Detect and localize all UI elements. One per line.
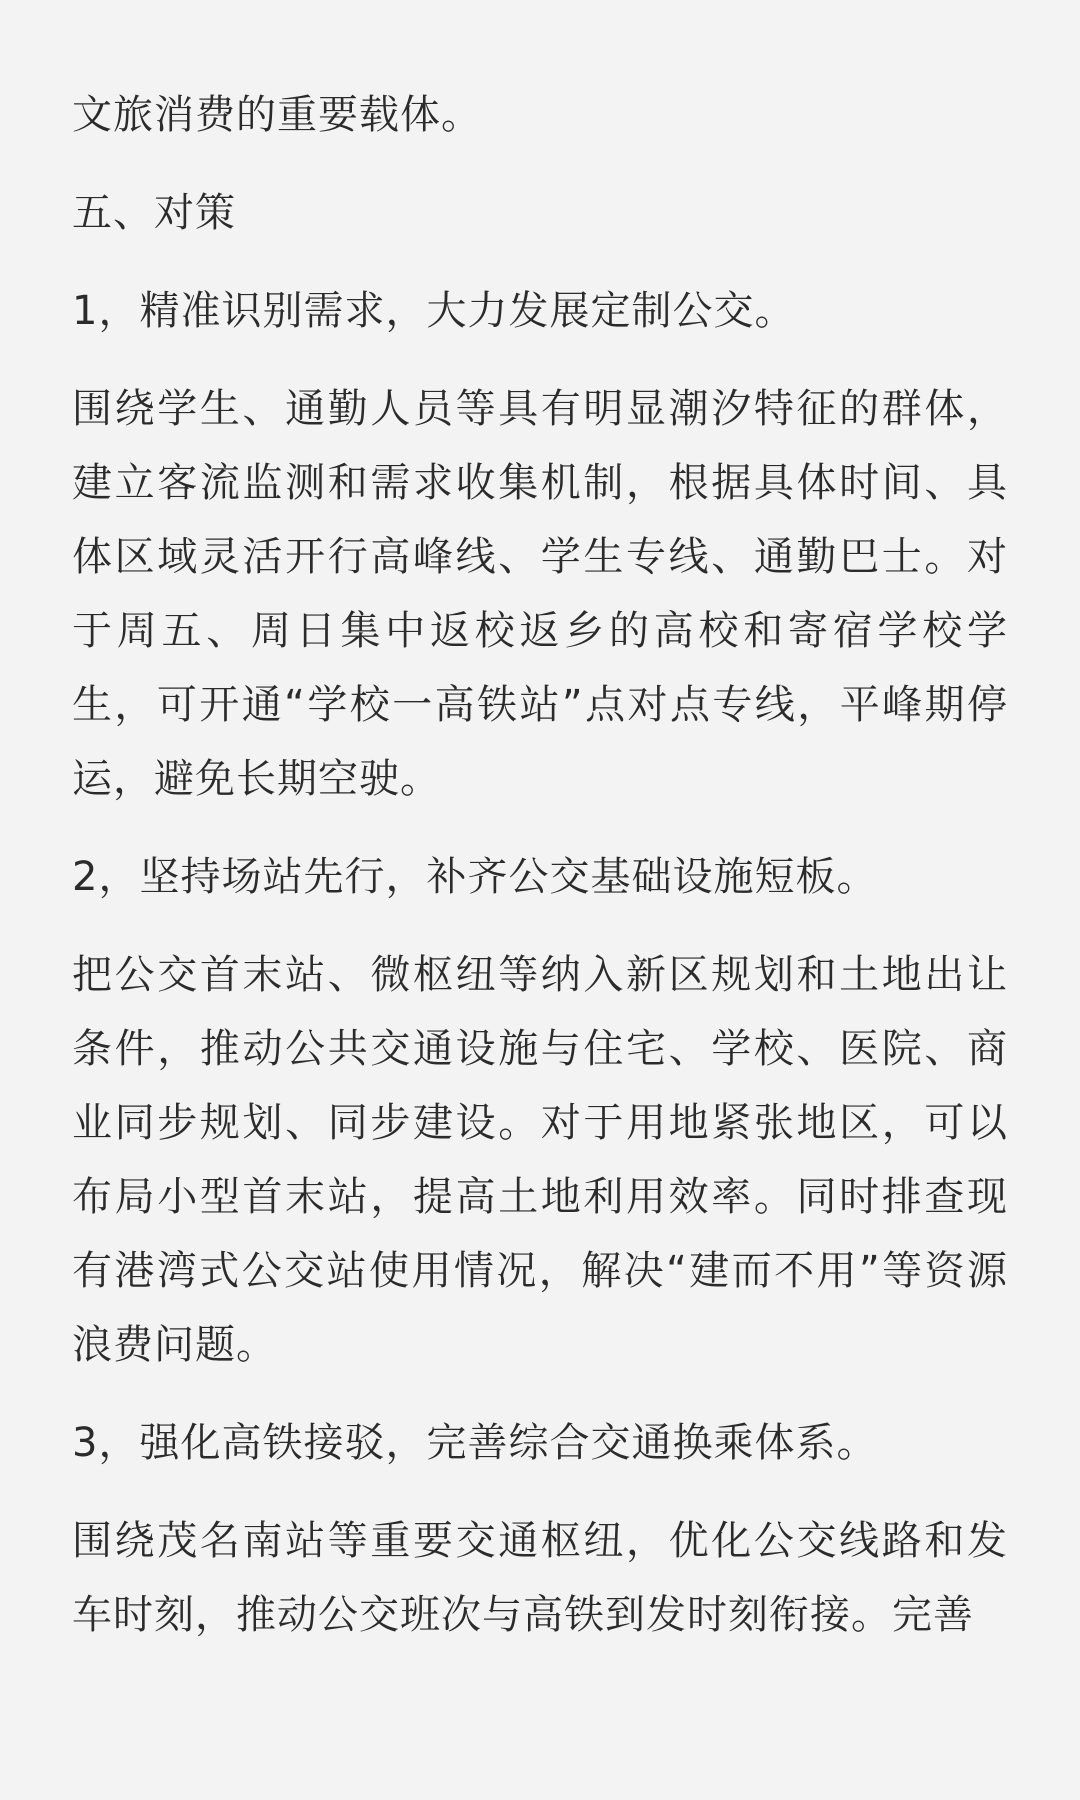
paragraph-1-body: 围绕学生、通勤人员等具有明显潮汐特征的群体，建立客流监测和需求收集机制，根据具体时间、具体区域灵活开行高峰线、学生专线、通勤巴士。对于周五、周日集中返校返乡的高校和寄宿学校学生，可开通“学校一高铁站”点对点专线，平峰期停运，避免长期空驶。 (72, 386, 1008, 802)
paragraph-intro-end: 文旅消费的重要载体。 (72, 92, 482, 138)
subheading-2: 2，坚持场站先行，补齐公交基础设施短板。 (72, 854, 878, 900)
paragraph-3-body: 围绕茂名南站等重要交通枢纽，优化公交线路和发车时刻，推动公交班次与高铁到发时刻衔接。完善 (72, 1518, 1008, 1638)
subheading-1: 1，精准识别需求，大力发展定制公交。 (72, 288, 796, 334)
section-heading-countermeasures: 五、对策 (72, 190, 236, 236)
paragraph-2-body: 把公交首末站、微枢纽等纳入新区规划和土地出让条件，推动公共交通设施与住宅、学校、医院、商业同步规划、同步建设。对于用地紧张地区，可以布局小型首末站，提高土地利用效率。同时排查现有港湾式公交站使用情况，解决“建而不用”等资源浪费问题。 (72, 952, 1008, 1368)
subheading-3: 3，强化高铁接驳，完善综合交通换乘体系。 (72, 1420, 878, 1466)
